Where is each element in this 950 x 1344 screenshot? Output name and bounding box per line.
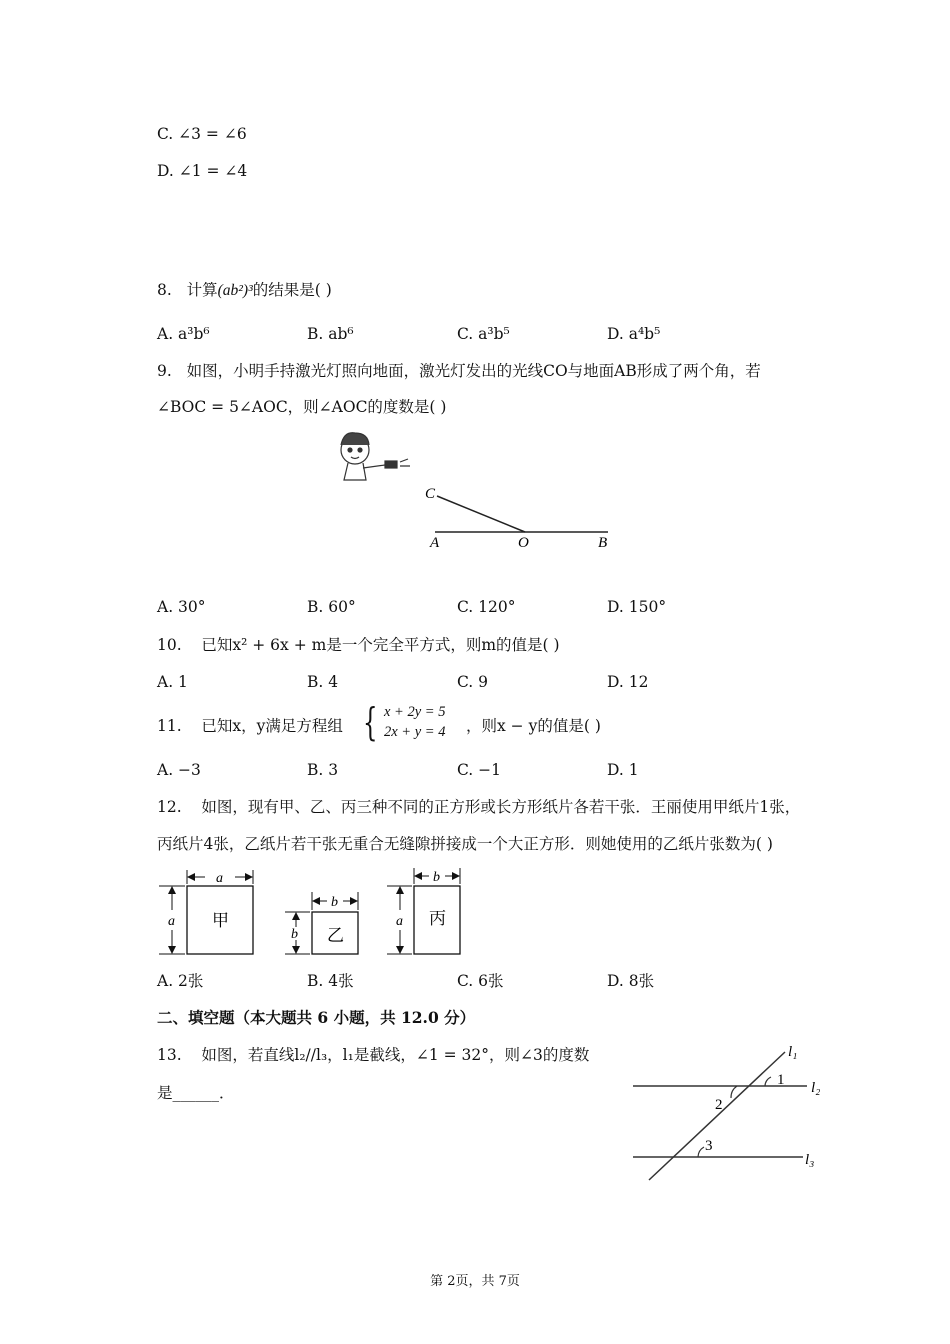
q11-equation-2: 2x + y = 4 [384, 724, 446, 740]
q11-option-a: A. −3 [157, 761, 201, 779]
q8-text-pre: 计算 [186, 281, 218, 299]
label-angle-2: 2 [715, 1097, 723, 1113]
label-angle-3: 3 [705, 1138, 713, 1154]
label-l2: l₂ [811, 1080, 821, 1096]
q10-option-a: A. 1 [157, 673, 188, 691]
q12-option-c: C. 6张 [457, 972, 504, 990]
q13-line1-text: 如图，若直线l₂//l₃，l₁是截线，∠1 = 32°，则∠3的度数 [201, 1046, 590, 1064]
q12-stem-line1 [157, 797, 800, 817]
q13-stem-line1 [157, 1045, 589, 1065]
q9-number: 9. [157, 362, 172, 380]
card-jia-width-label: a [216, 871, 223, 886]
card-yi-width-label: b [331, 895, 338, 910]
q11-number: 11. [157, 717, 182, 735]
card-jia-height-label: a [168, 914, 175, 929]
label-angle-1: 1 [777, 1072, 785, 1088]
card-bing-height-label: a [396, 914, 403, 929]
q10-text: 已知x² + 6x + m是一个完全平方式，则m的值是( ) [201, 636, 560, 654]
q12-figure [155, 862, 475, 960]
q10-option-d: D. 12 [607, 673, 649, 691]
q8-option-d: D. a⁴b⁵ [607, 325, 661, 343]
q12-option-a: A. 2张 [157, 972, 204, 990]
q8-option-b: B. ab⁶ [307, 325, 354, 343]
card-bing-width-label: b [433, 870, 440, 885]
angle-1-arc [765, 1077, 771, 1086]
card-jia-label: 甲 [212, 911, 229, 930]
q8-expression: (ab²)³ [217, 282, 253, 299]
q10-option-c: C. 9 [457, 673, 489, 691]
label-l3: l₃ [805, 1152, 815, 1168]
q11-equation-1: x + 2y = 5 [384, 704, 446, 720]
card-yi-height-label: b [291, 927, 298, 942]
q13-figure [625, 1040, 835, 1185]
q12-option-d: D. 8张 [607, 972, 655, 990]
q13-stem-line2: 是______． [157, 1084, 235, 1102]
q11-brace: { [363, 700, 378, 744]
q12-number: 12. [157, 798, 182, 816]
card-yi [285, 892, 358, 954]
q7-option-c: C. ∠3 = ∠6 [157, 125, 247, 143]
label-l1: l₁ [788, 1044, 798, 1060]
q9-figure [330, 425, 630, 555]
q9-option-d: D. 150° [607, 598, 667, 616]
q9-line1-text: 如图，小明手持激光灯照向地面，激光灯发出的光线CO与地面AB形成了两个角，若 [186, 362, 761, 380]
q9-stem-line2: ∠BOC = 5∠AOC，则∠AOC的度数是( ) [157, 398, 447, 416]
q11-text-pre: 已知x，y满足方程组 [201, 717, 343, 735]
page-footer: 第 2页，共 7页 [430, 1274, 520, 1289]
q8-text-post: 的结果是( ) [252, 281, 332, 299]
q8-number: 8. [157, 281, 172, 299]
angle-2-arc [731, 1086, 737, 1098]
q11-option-b: B. 3 [307, 761, 339, 779]
child-figure-icon [341, 433, 410, 480]
section-2-title: 二、填空题（本大题共 6 小题，共 12.0 分） [157, 1008, 476, 1027]
angle-3-arc [698, 1147, 704, 1157]
q10-option-b: B. 4 [307, 673, 339, 691]
q8-option-c: C. a³b⁵ [457, 325, 510, 343]
label-o: O [518, 535, 529, 551]
card-yi-label: 乙 [327, 926, 344, 945]
q12-stem-line2: 丙纸片4张，乙纸片若干张无重合无缝隙拼接成一个大正方形．则她使用的乙纸片张数为( ) [157, 835, 773, 853]
q12-option-b: B. 4张 [307, 972, 354, 990]
label-c: C [425, 486, 436, 502]
label-b: B [598, 535, 608, 551]
label-a: A [430, 535, 440, 551]
q7-option-d: D. ∠1 = ∠4 [157, 162, 248, 180]
card-bing [387, 868, 460, 954]
q11-option-d: D. 1 [607, 761, 639, 779]
q10-number: 10. [157, 636, 182, 654]
line-l1 [649, 1052, 785, 1180]
q9-option-b: B. 60° [307, 598, 356, 616]
q8-option-a: A. a³b⁶ [157, 325, 210, 343]
q10-stem [157, 635, 560, 655]
q11-text-post: ，则x − y的值是( ) [466, 717, 601, 735]
q11-number-and-pre [157, 716, 343, 736]
q13-number: 13. [157, 1046, 182, 1064]
card-jia [159, 870, 253, 954]
card-bing-label: 丙 [429, 909, 446, 928]
q12-line1-text: 如图，现有甲、乙、丙三种不同的正方形或长方形纸片各若干张．王丽使用甲纸片1张， [201, 798, 801, 816]
q8-stem [157, 280, 332, 301]
ray-co [437, 496, 525, 532]
q11-option-c: C. −1 [457, 761, 502, 779]
q9-option-c: C. 120° [457, 598, 516, 616]
q9-stem-line1 [157, 361, 761, 381]
q9-option-a: A. 30° [157, 598, 206, 616]
